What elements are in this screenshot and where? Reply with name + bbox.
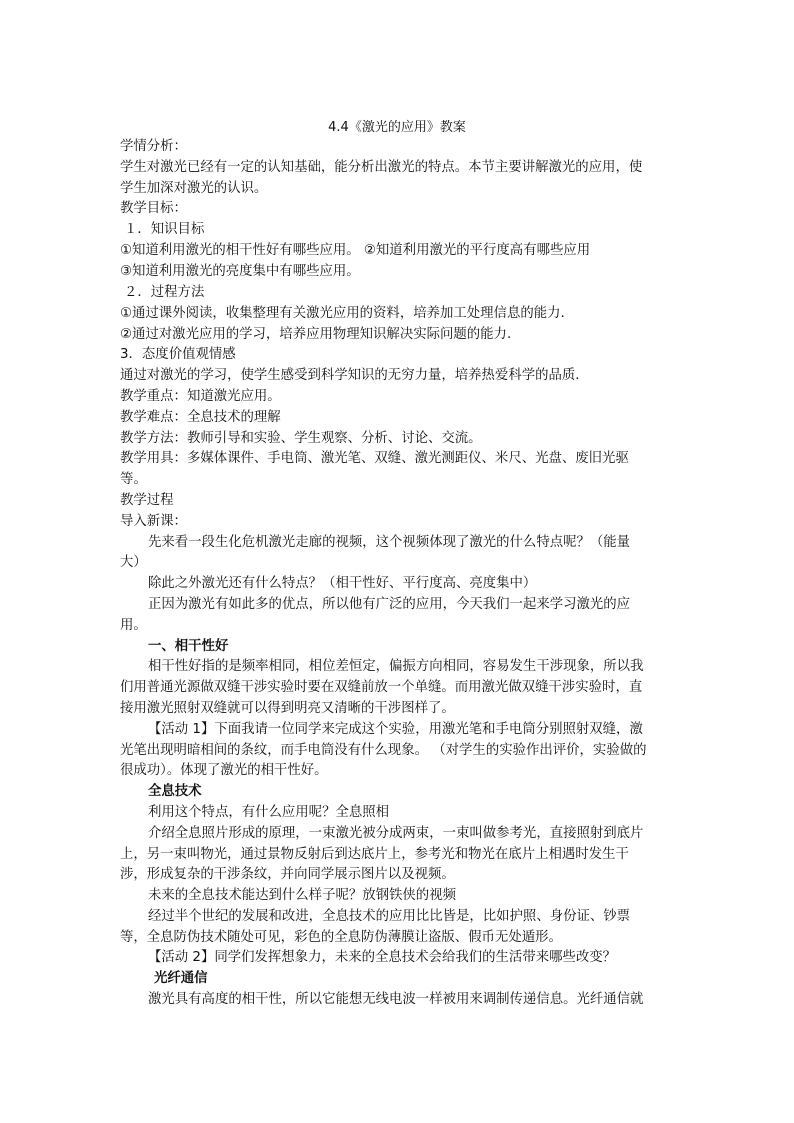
document-title: 4.4《激光的应用》教案 [328,120,466,135]
intro-p3-line-2: 用。 [120,618,147,633]
goals-heading: 教学目标： [120,201,187,216]
intro-heading: 导入新课： [120,514,187,529]
goal1-heading: １．知识目标 [124,222,205,237]
hologram-p1: 利用这个特点，有什么应用呢？全息照相 [148,805,390,820]
goal1-item-1: ①知道利用激光的相干性好有哪些应用。 ②知道利用激光的平行度高有哪些应用 [120,243,591,258]
fiber-heading: 光纤通信 [154,971,208,986]
activity2: 【活动 2】同学们发挥想象力，未来的全息技术会给我们的生活带来哪些改变？ [148,950,617,965]
intro-p2: 除此之外激光还有什么特点？（相干性好、平行度高、亮度集中） [148,576,537,591]
hologram-p3: 未来的全息技术能达到什么样子呢？放钢铁侠的视频 [148,888,456,903]
hologram-p2-line-2: 上，另一束叫物光，通过景物反射后到达底片上，参考光和物光在底片上相遇时发生干 [120,847,629,862]
goal2-item-1: ①通过课外阅读，收集整理有关激光应用的资料，培养加工处理信息的能力. [120,306,565,321]
teaching-tools-line-2: 等。 [120,472,147,487]
goal1-item-2: ③知道利用激光的亮度集中有哪些应用。 [120,264,360,279]
section1-p1-line-2: 们用普通光源做双缝干涉实验时要在双缝前放一个单缝。而用激光做双缝干涉实验时，直 [120,680,643,695]
intro-p1-line-1: 先来看一段生化危机激光走廊的视频，这个视频体现了激光的什么特点呢？（能量 [148,535,631,550]
activity1-line-3: 很成功）。体现了激光的相干性好。 [120,763,328,778]
teaching-method: 教学方法：教师引导和实验、学生观察、分析、讨论、交流。 [120,431,482,446]
goal3-text: 通过对激光的学习，使学生感受到科学知识的无穷力量，培养热爱科学的品质. [120,368,580,383]
goal2-heading: ２．过程方法 [124,285,205,300]
activity1-line-2: 光笔出现明暗相间的条纹，而手电筒没有什么现象。 （对学生的实验作出评价，实验做的 [120,743,647,758]
difficulty: 教学难点：全息技术的理解 [120,410,281,425]
key-point: 教学重点：知道激光应用。 [120,389,281,404]
section1-heading: 一、相干性好 [148,639,229,654]
teaching-tools-line-1: 教学用具：多媒体课件、手电筒、激光笔、双缝、激光测距仪、米尺、光盘、废旧光驱 [120,451,629,466]
goal3-heading: 3．态度价值观情感 [120,347,236,362]
intro-p1-line-2: 大） [120,555,147,570]
hologram-p4-line-2: 等，全息防伪技术随处可见，彩色的全息防伪薄膜让盗版、假币无处遁形。 [120,930,562,945]
activity1-line-1: 【活动 1】下面我请一位同学来完成这个实验，用激光笔和手电筒分别照射双缝，激 [148,722,643,737]
hologram-p4-line-1: 经过半个世纪的发展和改进，全息技术的应用比比皆是，比如护照、身份证、钞票 [148,909,631,924]
analysis-line-1: 学生对激光已经有一定的认知基础，能分析出激光的特点。本节主要讲解激光的应用，使 [120,160,643,175]
section1-p1-line-3: 接用激光照射双缝就可以得到明亮又清晰的干涉图样了。 [120,701,455,716]
hologram-p2-line-1: 介绍全息照片形成的原理，一束激光被分成两束，一束叫做参考光，直接照射到底片 [148,826,644,841]
analysis-heading: 学情分析： [120,139,187,154]
analysis-line-2: 学生加深对激光的认识。 [120,181,268,196]
hologram-heading: 全息技术 [148,784,202,799]
process-heading: 教学过程 [120,493,174,508]
intro-p3-line-1: 正因为激光有如此多的优点，所以他有广泛的应用，今天我们一起来学习激光的应 [148,597,631,612]
section1-p1-line-1: 相干性好指的是频率相同，相位差恒定，偏振方向相同，容易发生干涉现象，所以我 [148,659,644,674]
goal2-item-2: ②通过对激光应用的学习，培养应用物理知识解决实际问题的能力. [120,327,512,342]
fiber-p1: 激光具有高度的相干性，所以它能想无线电波一样被用来调制传递信息。光纤通信就 [148,992,644,1007]
hologram-p2-line-3: 涉，形成复杂的干涉条纹，并向同学展示图片以及视频。 [120,867,455,882]
